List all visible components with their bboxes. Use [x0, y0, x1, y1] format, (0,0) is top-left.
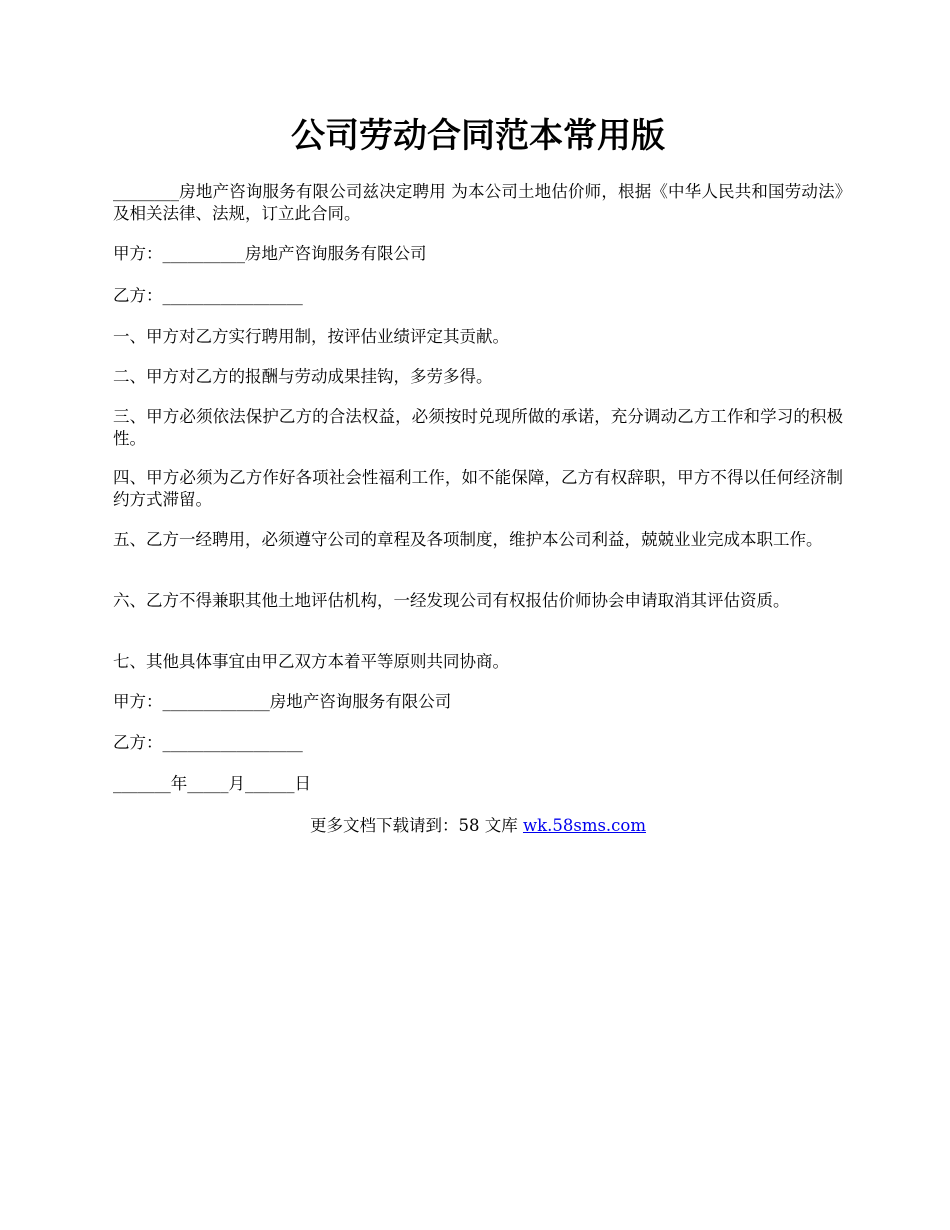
document-title: 公司劳动合同范本常用版 [291, 116, 665, 156]
date-line: _______年_____月______日 [113, 774, 311, 793]
footer-text: 更多文档下载请到：58 文库 [309, 816, 523, 835]
footer [113, 815, 843, 837]
party-a-line: 甲方：__________房地产咨询服务有限公司 [113, 244, 427, 263]
party-a-signature-line: 甲方：_____________房地产咨询服务有限公司 [113, 692, 452, 711]
clause-5: 五、乙方一经聘用，必须遵守公司的章程及各项制度，维护本公司利益，兢兢业业完成本职工作。 [113, 530, 823, 549]
clause-4: 四、甲方必须为乙方作好各项社会性福利工作，如不能保障，乙方有权辞职，甲方不得以任何经济制约方式滞留。 [113, 468, 843, 509]
party-b-line: 乙方：_________________ [113, 286, 303, 305]
footer-link[interactable]: wk.58sms.com [522, 816, 646, 835]
clause-6: 六、乙方不得兼职其他土地评估机构，一经发现公司有权报估价师协会申请取消其评估资质。 [113, 591, 790, 610]
clause-7: 七、其他具体事宜由甲乙双方本着平等原则共同协商。 [113, 652, 509, 671]
intro-paragraph: ________房地产咨询服务有限公司兹决定聘用 为本公司土地估价师，根据《中华人民共和国劳动法》及相关法律、法规，订立此合同。 [113, 182, 843, 223]
party-b-signature-line: 乙方：_________________ [113, 733, 303, 752]
clause-2: 二、甲方对乙方的报酬与劳动成果挂钩，多劳多得。 [113, 367, 493, 386]
clause-1: 一、甲方对乙方实行聘用制，按评估业绩评定其贡献。 [113, 327, 509, 346]
clause-3: 三、甲方必须依法保护乙方的合法权益，必须按时兑现所做的承诺，充分调动乙方工作和学习的积极性。 [113, 407, 843, 448]
